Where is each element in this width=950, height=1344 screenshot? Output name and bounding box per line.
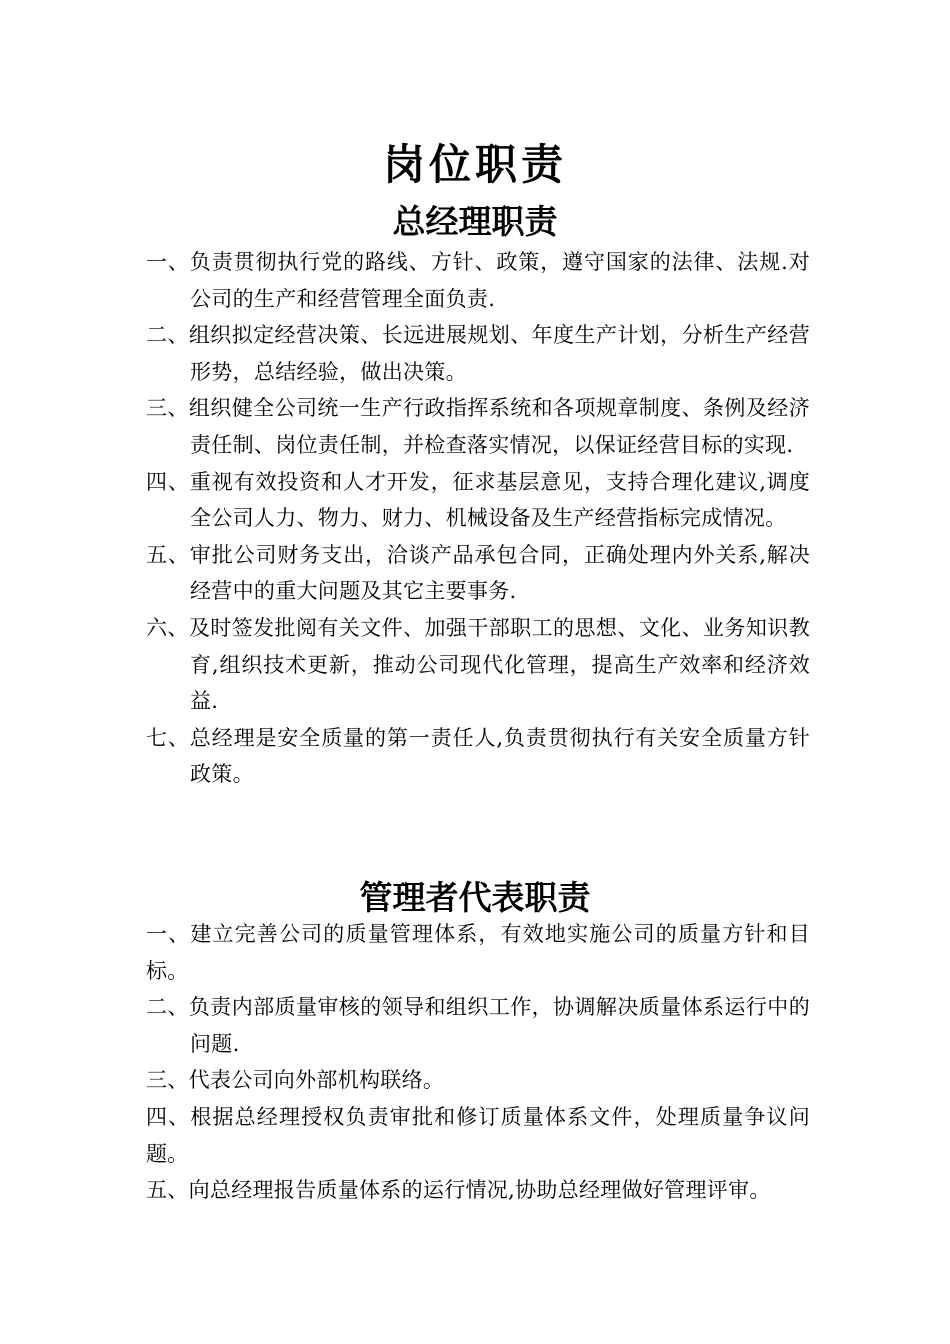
duty-item: 一、负责贯彻执行党的路线、方针、政策，遵守国家的法律、法规.对公司的生产和经营管理全面负责.: [146, 250, 810, 311]
section-heading-management-representative: 管理者代表职责: [359, 878, 591, 917]
duty-item: 六、及时签发批阅有关文件、加强干部职工的思想、文化、业务知识教育,组织技术更新，推动公司现代化管理，提高生产效率和经济效益.: [146, 615, 810, 714]
duty-item: 三、组织健全公司统一生产行政指挥系统和各项规章制度、条例及经济责任制、岗位责任制，并检查落实情况，以保证经营目标的实现.: [146, 396, 810, 457]
duty-item: 三、代表公司向外部机构联络。: [146, 1068, 445, 1093]
duty-item: 五、审批公司财务支出，洽谈产品承包合同，正确处理内外关系,解决经营中的重大问题及其它主要事务.: [146, 542, 810, 604]
duty-item: 一、建立完善公司的质量管理体系，有效地实施公司的质量方针和目标。: [146, 922, 810, 983]
general-manager-duties-list: [146, 244, 810, 793]
duty-item: 七、总经理是安全质量的第一责任人,负责贯彻执行有关安全质量方针政策。: [146, 725, 810, 787]
duty-item: 二、负责内部质量审核的领导和组织工作，协调解决质量体系运行中的问题.: [146, 995, 810, 1056]
management-representative-duties-list: [146, 916, 810, 1209]
duty-item: 四、重视有效投资和人才开发，征求基层意见，支持合理化建议,调度全公司人力、物力、财力、机械设备及生产经营指标完成情况。: [146, 469, 810, 531]
duty-item: 二、组织拟定经营决策、长远进展规划、年度生产计划，分析生产经营形势，总结经验，做出决策。: [146, 323, 810, 384]
duty-item: 五、向总经理报告质量体系的运行情况,协助总经理做好管理评审。: [146, 1178, 771, 1203]
document-title: 岗位职责: [382, 140, 567, 189]
section-heading-general-manager: 总经理职责: [392, 202, 558, 241]
duty-item: 四、根据总经理授权负责审批和修订质量体系文件，处理质量争议问题。: [146, 1104, 810, 1166]
